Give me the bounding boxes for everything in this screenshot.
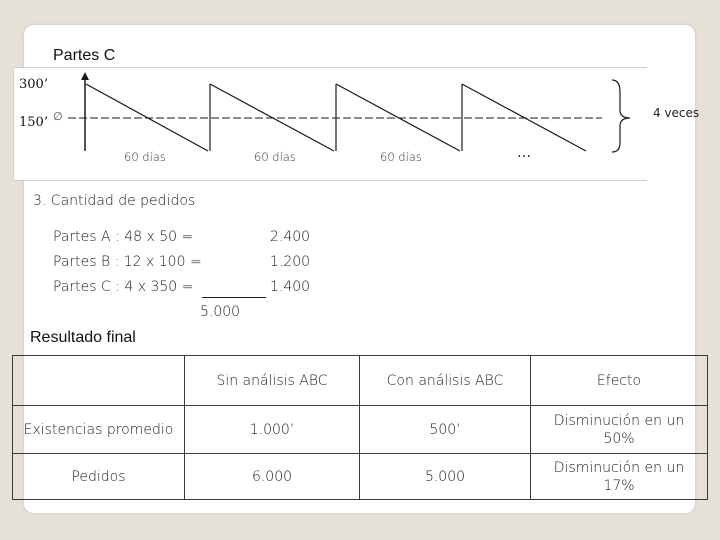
orders-total: 5.000 bbox=[200, 304, 241, 320]
repeat-label: 4 veces bbox=[653, 106, 700, 120]
orders-row-b-label: Partes B : 12 x 100 = bbox=[53, 254, 202, 270]
header-sin-abc: Sin análisis ABC bbox=[185, 356, 360, 406]
orders-heading: 3. Cantidad de pedidos bbox=[33, 193, 196, 209]
header-efecto: Efecto bbox=[531, 356, 708, 406]
period-label-3: 60 días bbox=[380, 150, 422, 164]
result-heading: Resultado final bbox=[30, 329, 136, 346]
row-label: Existencias promedio bbox=[13, 406, 185, 454]
orders-row-b-value: 1.200 bbox=[270, 254, 311, 270]
orders-row-a-value: 2.400 bbox=[270, 229, 311, 245]
row-con-value: 500’ bbox=[360, 406, 531, 454]
period-label-1: 60 días bbox=[124, 150, 166, 164]
row-con-value: 5.000 bbox=[360, 454, 531, 500]
y-label-300: 300’ bbox=[19, 77, 48, 92]
table-row bbox=[13, 406, 708, 454]
row-label: Pedidos bbox=[13, 454, 185, 500]
row-sin-value: 1.000’ bbox=[185, 406, 360, 454]
row-efecto-value: Disminución en un 50% bbox=[531, 406, 708, 454]
orders-row-a-label: Partes A : 48 x 50 = bbox=[53, 229, 194, 245]
table-row bbox=[13, 454, 708, 500]
header-con-abc: Con análisis ABC bbox=[360, 356, 531, 406]
row-sin-value: 6.000 bbox=[185, 454, 360, 500]
sum-underline bbox=[202, 297, 266, 298]
header-empty-cell bbox=[13, 356, 185, 406]
orders-row-c-value: 1.400 bbox=[270, 279, 311, 295]
row-efecto-value: Disminución en un 17% bbox=[531, 454, 708, 500]
graph-title: Partes C bbox=[53, 47, 116, 64]
sawtooth-chart bbox=[0, 0, 720, 200]
continuation-ellipsis: … bbox=[517, 145, 531, 161]
result-table bbox=[12, 355, 708, 500]
orders-row-c-label: Partes C : 4 x 350 = bbox=[53, 279, 194, 295]
y-label-150: 150’ bbox=[19, 115, 48, 130]
table-header-row bbox=[13, 356, 708, 406]
y-axis-arrow bbox=[81, 72, 89, 80]
repeat-brace bbox=[612, 80, 630, 152]
period-label-2: 60 días bbox=[254, 150, 296, 164]
average-symbol-icon: ∅ bbox=[53, 110, 63, 123]
